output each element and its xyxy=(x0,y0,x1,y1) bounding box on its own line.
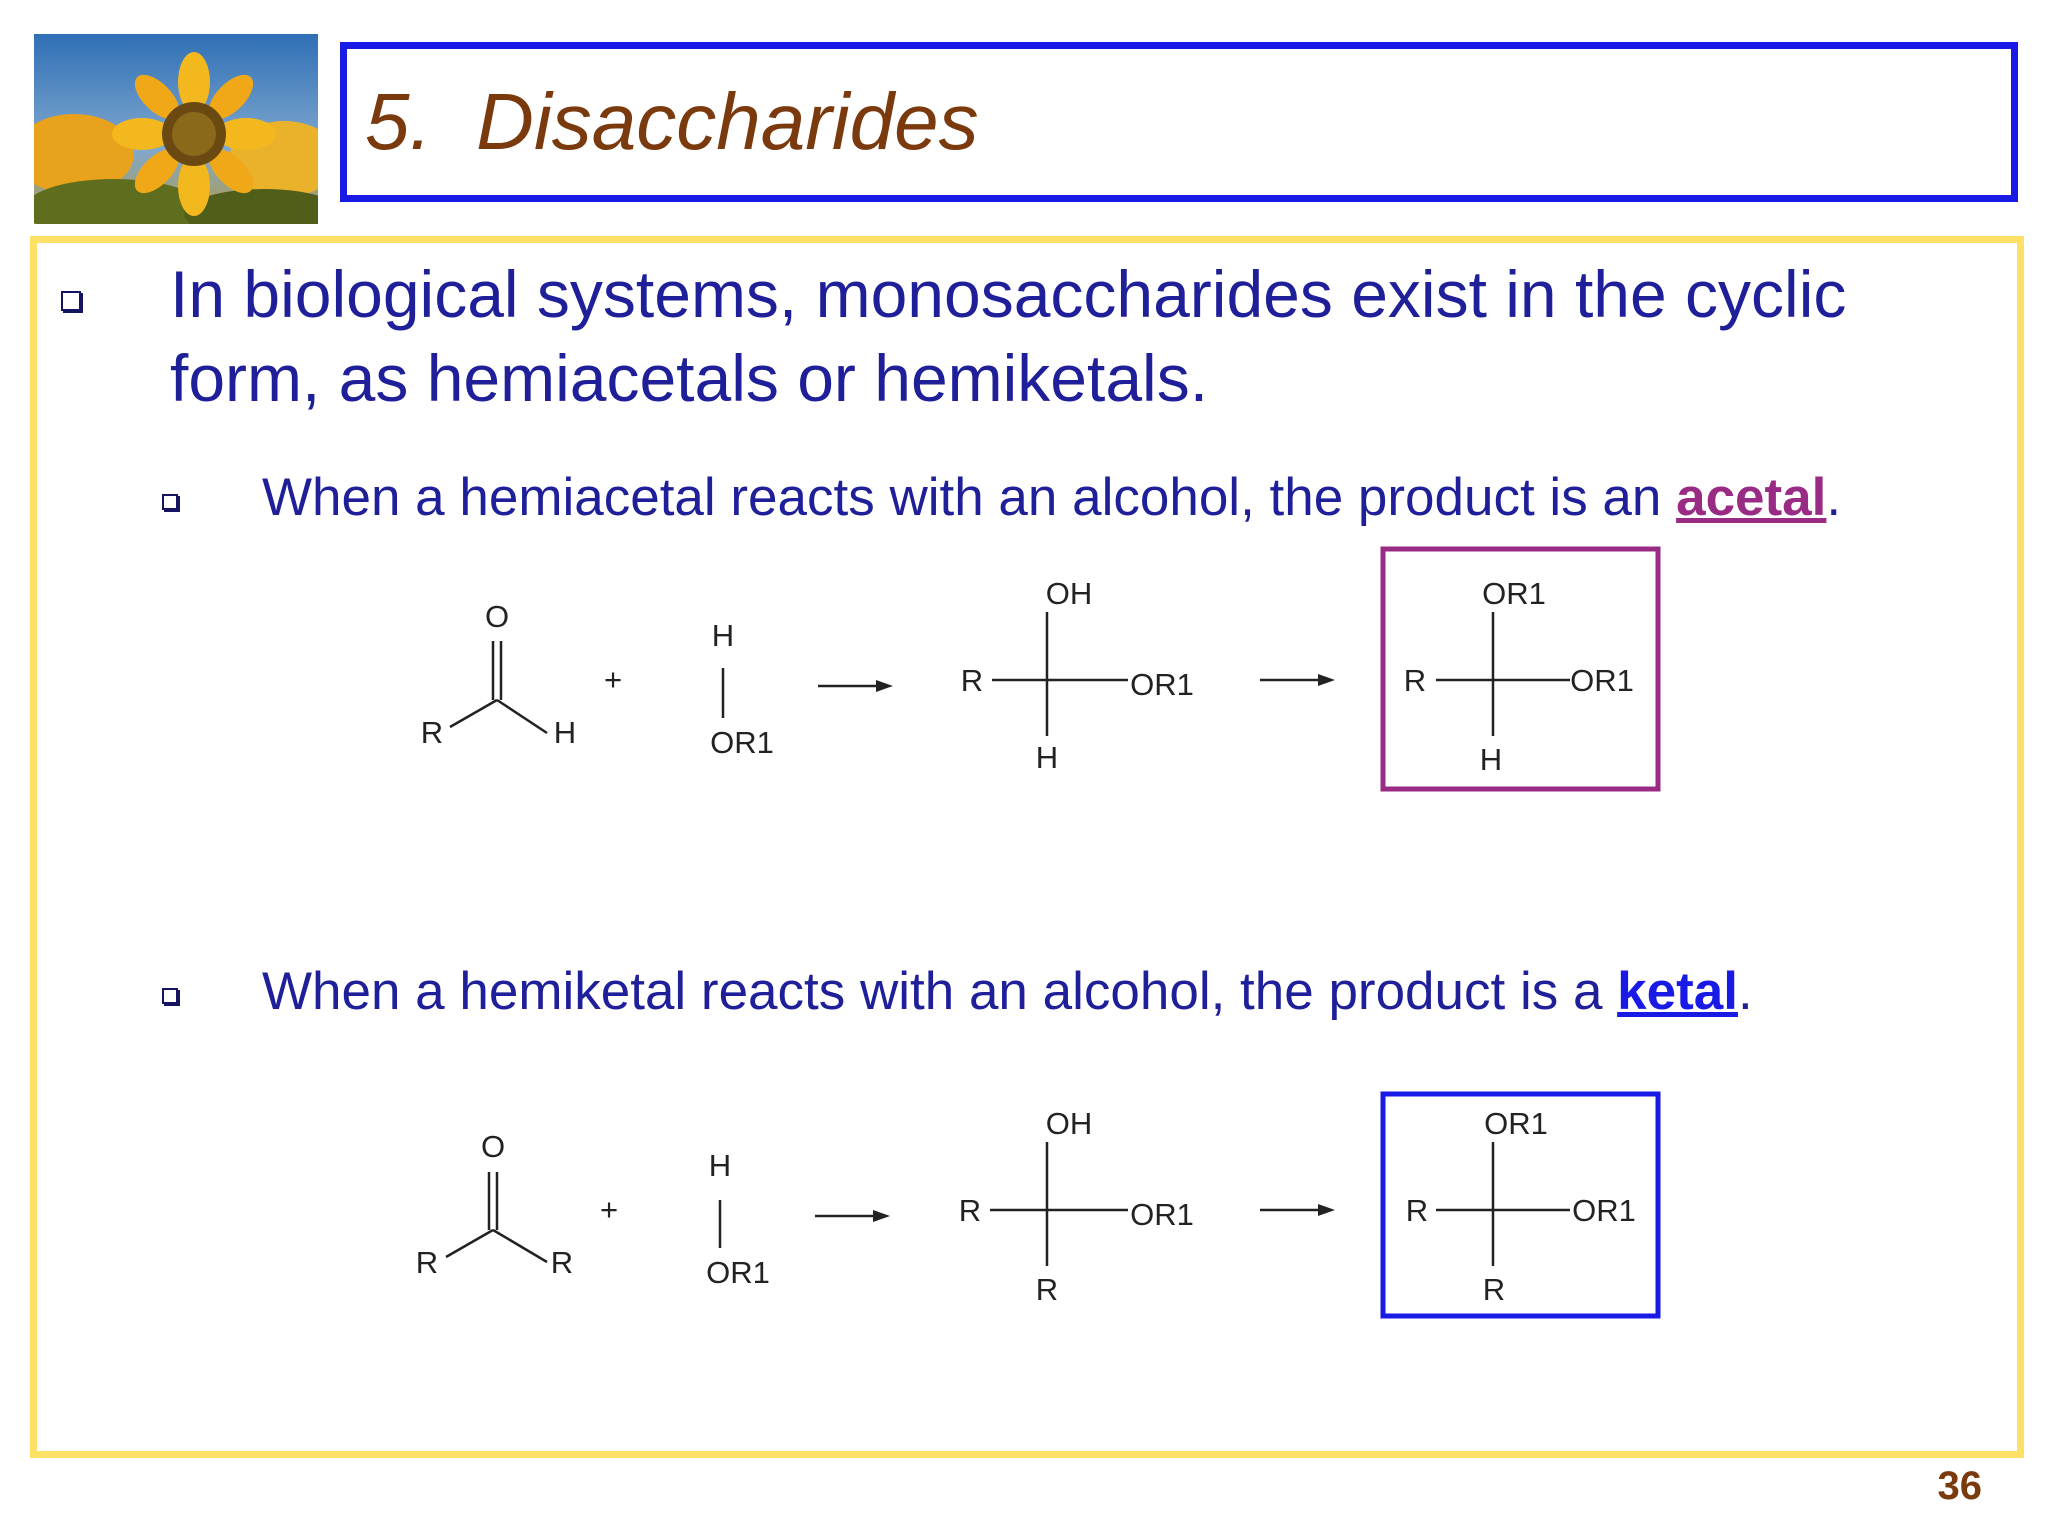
bullet-icon xyxy=(162,988,178,1004)
intermediate-right: OR1 xyxy=(1130,667,1194,702)
acetal-term: acetal xyxy=(1676,468,1827,527)
alcohol-or-group: OR1 xyxy=(710,725,774,760)
product-top: OR1 xyxy=(1484,1106,1548,1141)
alcohol-or-group: OR1 xyxy=(706,1255,770,1290)
ketal-term: ketal xyxy=(1617,962,1738,1021)
intermediate-bottom: R xyxy=(1035,1272,1059,1307)
intermediate-top: OH xyxy=(1045,576,1093,611)
product-bottom: H xyxy=(1479,742,1503,777)
page-number: 36 xyxy=(1937,1464,1982,1508)
product-top: OR1 xyxy=(1482,576,1546,611)
bullet-icon xyxy=(61,291,81,311)
sub-bullet-period: . xyxy=(1826,468,1842,527)
alcohol-hydrogen: H xyxy=(711,618,735,653)
product-left: R xyxy=(1405,1193,1429,1228)
acetal-reaction-scheme xyxy=(400,540,1700,820)
carbonyl-left-group: R xyxy=(420,715,444,750)
product-right: OR1 xyxy=(1572,1193,1636,1228)
bullet-icon xyxy=(162,494,178,510)
sub-bullet-period: . xyxy=(1737,962,1753,1021)
carbonyl-oxygen: O xyxy=(480,1129,506,1164)
sunflower-photo xyxy=(34,34,318,224)
intermediate-left: R xyxy=(960,663,984,698)
sub-bullet-ketal xyxy=(262,960,1753,1024)
intermediate-left: R xyxy=(958,1193,982,1228)
ketal-reaction-scheme xyxy=(400,1070,1700,1350)
sub-bullet-acetal xyxy=(262,466,1841,530)
product-left: R xyxy=(1403,663,1427,698)
intermediate-top: OH xyxy=(1045,1106,1093,1141)
product-right: OR1 xyxy=(1570,663,1634,698)
intermediate-right: OR1 xyxy=(1130,1197,1194,1232)
sub-bullet-text: When a hemiacetal reacts with an alcohol, the product is an xyxy=(262,468,1677,527)
product-bottom: R xyxy=(1482,1272,1506,1307)
sub-bullet-text: When a hemiketal reacts with an alcohol, the product is a xyxy=(262,962,1618,1021)
slide-title: 5. Disaccharides xyxy=(365,77,979,166)
alcohol-hydrogen: H xyxy=(708,1148,732,1183)
carbonyl-oxygen: O xyxy=(484,599,510,634)
carbonyl-right-group: H xyxy=(553,715,577,750)
plus-sign: + xyxy=(599,1192,619,1227)
intermediate-bottom: H xyxy=(1035,740,1059,775)
carbonyl-right-group: R xyxy=(550,1245,574,1280)
carbonyl-left-group: R xyxy=(415,1245,439,1280)
plus-sign: + xyxy=(603,662,623,697)
main-bullet-line-2: form, as hemiacetals or hemiketals. xyxy=(170,341,1209,415)
main-bullet-line-1: In biological systems, monosaccharides exist in the cyclic xyxy=(170,257,1847,331)
